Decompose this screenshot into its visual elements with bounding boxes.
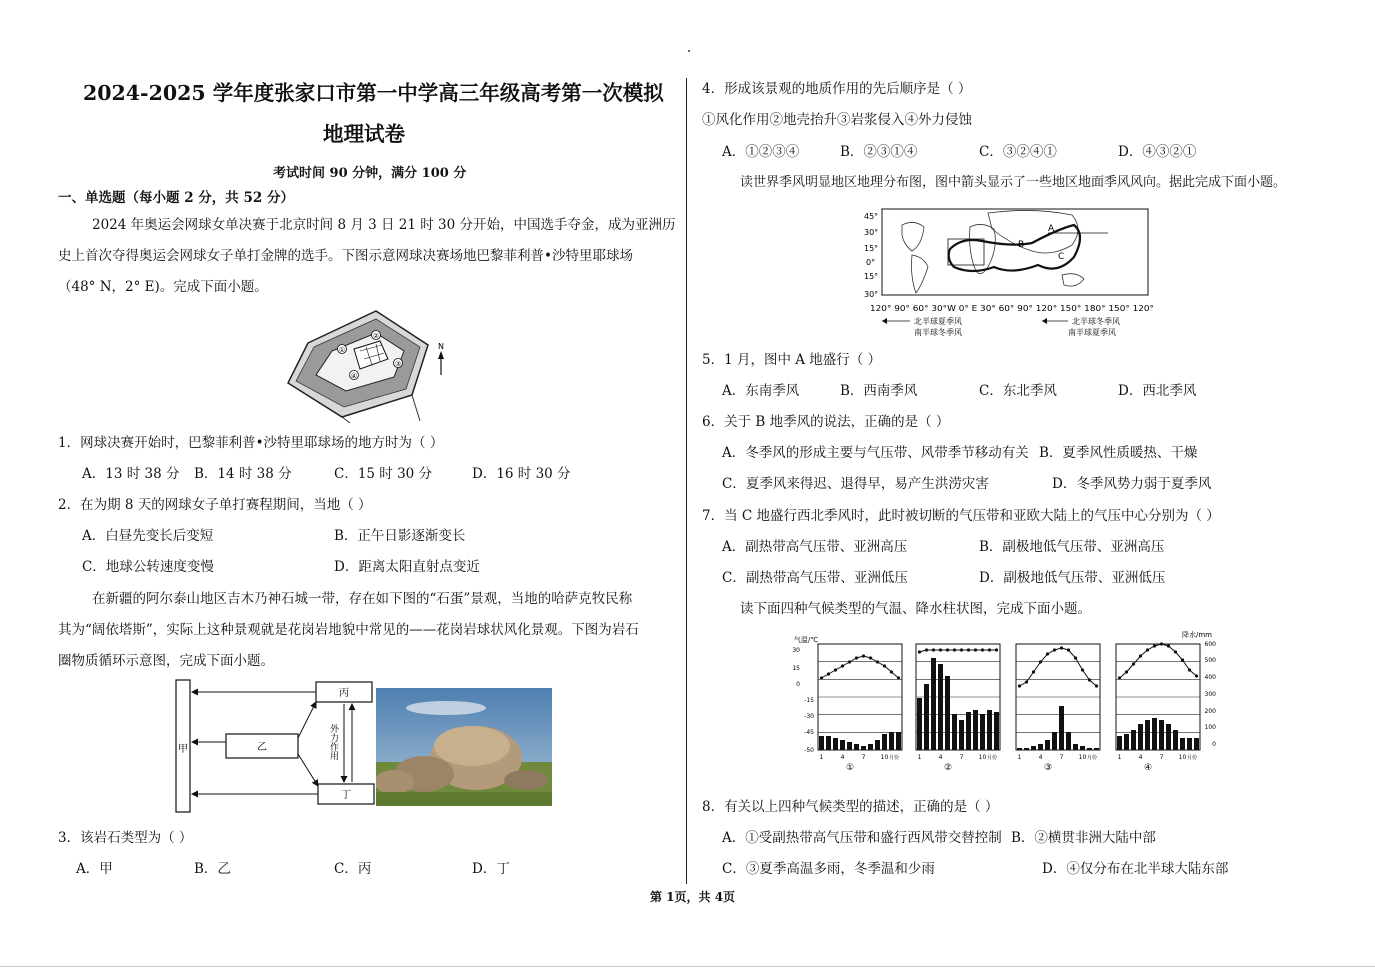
q6-option-c[interactable]: C．夏季风来得迟、退得早，易产生洪涝灾害 <box>722 476 989 492</box>
q4-option-d[interactable]: D．④③②① <box>1118 144 1197 160</box>
climate-bar <box>938 664 943 750</box>
q4-option-b[interactable]: B．②③①④ <box>840 144 918 160</box>
climate-temp-point <box>820 676 823 679</box>
climate-bar <box>896 732 901 750</box>
svg-text:400: 400 <box>1204 674 1216 681</box>
svg-text:100: 100 <box>1204 724 1216 731</box>
legend-1a: 北半球夏季风 <box>914 317 962 326</box>
climate-temp-point <box>1125 670 1128 673</box>
climate-temp-point <box>1132 662 1135 665</box>
climate-temp-point <box>918 650 921 653</box>
q4-option-a[interactable]: A．①②③④ <box>722 144 800 160</box>
climate-bar <box>1024 748 1029 750</box>
climate-bar <box>833 738 838 750</box>
q8-stem: 8．有关以上四种气候类型的描述，正确的是（ ） <box>702 799 999 815</box>
q5-option-c[interactable]: C．东北季风 <box>979 383 1057 399</box>
climate-temp-point <box>1039 660 1042 663</box>
q2-option-d[interactable]: D．距离太阳直射点变近 <box>334 559 480 575</box>
climate-bar <box>1094 748 1099 750</box>
climate-temp-point <box>1139 654 1142 657</box>
climate-bar <box>966 712 971 750</box>
passage1-line2: 史上首次夺得奥运会网球女子单打金牌的选手。下图示意网球决赛场地巴黎菲利普•沙特里耶球场 <box>58 248 633 264</box>
climate-bar <box>1152 718 1157 750</box>
svg-text:丙: 丙 <box>339 688 349 699</box>
climate-temp-point <box>1046 652 1049 655</box>
climate-temp-point <box>1167 644 1170 647</box>
svg-text:0°: 0° <box>866 258 876 267</box>
climate-temp-point <box>1053 648 1056 651</box>
climate-temp-point <box>827 672 830 675</box>
climate-bar <box>1131 730 1136 750</box>
climate-bar <box>1080 746 1085 750</box>
month-tick: 10 <box>978 754 987 761</box>
svg-text:-15: -15 <box>804 697 814 704</box>
climate-bar <box>952 714 957 750</box>
q5-stem: 5．1 月，图中 A 地盛行（ ） <box>702 352 882 368</box>
arrow-label: 外力作用 <box>328 724 338 760</box>
passage3-line1: 读世界季风明显地区地理分布图，图中箭头显示了一些地区地面季风风向。据此完成下面小题。 <box>740 175 1287 190</box>
q2-stem: 2．在为期 8 天的网球女子单打赛程期间，当地（ ） <box>58 497 372 513</box>
svg-text:15: 15 <box>792 665 800 672</box>
climate-temp-point <box>855 656 858 659</box>
month-tick: 4 <box>1138 754 1143 761</box>
svg-text:0: 0 <box>1212 741 1216 748</box>
climate-bar <box>1166 724 1171 750</box>
climate-bar <box>924 684 929 750</box>
climate-temp-point <box>1095 684 1098 687</box>
top-dot <box>688 50 690 52</box>
q1-stem: 1．网球决赛开始时，巴黎菲利普•沙特里耶球场的地方时为（ ） <box>58 435 444 451</box>
climate-bar <box>1017 748 1022 750</box>
climate-temp-point <box>869 656 872 659</box>
climate-bar <box>917 698 922 750</box>
passage2-line2: 其为“阔依塔斯”，实际上这种景观就是花岗岩地貌中常见的——花岗岩球状风化景观。下图为岩石 <box>58 622 639 638</box>
column-divider <box>686 78 687 884</box>
svg-text:乙: 乙 <box>257 742 267 753</box>
q1-option-d[interactable]: D．16 时 30 分 <box>472 466 571 482</box>
climate-bar <box>1045 740 1050 750</box>
climate-bar <box>889 732 894 750</box>
climate-bar <box>826 736 831 750</box>
stadium-label-3: ③ <box>394 360 402 368</box>
svg-text:500: 500 <box>1204 657 1216 664</box>
stadium-label-1: ① <box>338 346 346 354</box>
climate-bar <box>1073 744 1078 750</box>
climate-bar <box>1117 736 1122 750</box>
month-tick: 7 <box>861 754 866 761</box>
q2-option-b[interactable]: B．正午日影逐渐变长 <box>334 528 466 544</box>
climate-temp-point <box>1074 656 1077 659</box>
climate-temp-point <box>995 648 998 651</box>
passage1-line1: 2024 年奥运会网球女单决赛于北京时间 8 月 3 日 21 时 30 分开始，中国选手夺金，成为亚洲历 <box>92 217 676 233</box>
region-b-label: B <box>1018 240 1025 250</box>
svg-text:200: 200 <box>1204 708 1216 715</box>
page-number: 第 1页，共 4页 <box>650 890 736 904</box>
climate-temp-point <box>1153 644 1156 647</box>
svg-text:丁: 丁 <box>341 790 351 801</box>
climate-temp-point <box>834 668 837 671</box>
svg-text:甲: 甲 <box>178 744 188 755</box>
q7-option-b[interactable]: B．副极地低气压带、亚洲高压 <box>979 539 1165 555</box>
q7-option-d[interactable]: D．副极地低气压带、亚洲低压 <box>979 570 1166 586</box>
climate-bar <box>819 736 824 750</box>
climate-bar <box>840 740 845 750</box>
q2-option-c[interactable]: C．地球公转速度变慢 <box>82 559 214 575</box>
climate-bar <box>1145 720 1150 750</box>
climate-bar <box>882 734 887 750</box>
month-tick: 1 <box>917 754 922 761</box>
climate-temp-point <box>1088 678 1091 681</box>
climate-bar <box>1052 732 1057 750</box>
climate-bar <box>1138 724 1143 750</box>
climate-temp-point <box>960 648 963 651</box>
temp-axis-label: 气温/℃ <box>794 636 819 644</box>
climate-temp-point <box>1118 676 1121 679</box>
climate-temp-point <box>967 648 970 651</box>
section-heading: 一、单选题（每小题 2 分，共 52 分） <box>58 190 294 206</box>
month-tick: 10 <box>1178 754 1187 761</box>
q5-option-a[interactable]: A．东南季风 <box>722 383 800 399</box>
month-unit: 月份 <box>1086 755 1098 761</box>
svg-text:30°: 30° <box>864 228 879 237</box>
q3-option-a[interactable]: A．甲 <box>76 861 113 877</box>
climate-temp-point <box>1160 642 1163 645</box>
q4-stem: 4．形成该景观的地质作用的先后顺序是（ ） <box>702 81 972 97</box>
month-tick: 7 <box>1159 754 1164 761</box>
rock-cycle-diagram <box>170 676 380 816</box>
q1-option-c[interactable]: C．15 时 30 分 <box>334 466 433 482</box>
month-tick: 10 <box>1078 754 1087 761</box>
svg-text:15°: 15° <box>864 244 879 253</box>
climate-temp-point <box>1025 680 1028 683</box>
north-label: N <box>438 342 444 351</box>
climate-charts <box>790 628 1222 778</box>
climate-temp-point <box>876 660 879 663</box>
climate-bar <box>945 676 950 750</box>
page-title: 2024-2025 学年度张家口市第一中学高三年级高考第一次模拟 <box>83 81 664 105</box>
region-a-label: A <box>1048 224 1055 234</box>
monsoon-map <box>862 205 1162 341</box>
climate-bar <box>1173 730 1178 750</box>
climate-bar <box>1038 744 1043 750</box>
climate-temp-point <box>1032 670 1035 673</box>
climate-temp-point <box>981 648 984 651</box>
climate-bar <box>980 714 985 750</box>
climate-temp-point <box>946 648 949 651</box>
climate-temp-point <box>883 664 886 667</box>
climate-bar <box>1087 748 1092 750</box>
stadium-figure <box>280 305 450 423</box>
climate-bar <box>959 720 964 750</box>
climate-temp-point <box>1081 668 1084 671</box>
climate-bar <box>1187 738 1192 750</box>
q8-option-c[interactable]: C．③夏季高温多雨，冬季温和少雨 <box>722 861 935 877</box>
climate-temp-point <box>1067 648 1070 651</box>
climate-chart-name-3: ③ <box>1043 763 1053 773</box>
q8-option-b[interactable]: B．②横贯非洲大陆中部 <box>1011 830 1156 846</box>
climate-bar <box>1159 720 1164 750</box>
climate-chart-name-2: ② <box>943 763 953 773</box>
passage4-line1: 读下面四种气候类型的气温、降水柱状图，完成下面小题。 <box>740 601 1091 617</box>
month-tick: 1 <box>1117 754 1122 761</box>
svg-text:30: 30 <box>792 647 800 654</box>
climate-temp-point <box>1174 650 1177 653</box>
longitude-labels: 120° 90° 60° 30°W 0° E 30° 60° 90° 120° 150° 180° 150° 120° <box>870 304 1154 313</box>
month-tick: 7 <box>959 754 964 761</box>
climate-bar <box>1180 738 1185 750</box>
q4-option-c[interactable]: C．③②④① <box>979 144 1057 160</box>
month-tick: 7 <box>1059 754 1064 761</box>
climate-bar <box>931 658 936 750</box>
svg-text:-45: -45 <box>804 729 814 736</box>
climate-bar <box>1059 706 1064 750</box>
legend-2b: 南半球夏季风 <box>1068 328 1116 337</box>
climate-temp-point <box>897 676 900 679</box>
month-tick: 4 <box>1038 754 1043 761</box>
climate-bar <box>994 712 999 750</box>
climate-temp-point <box>953 648 956 651</box>
climate-bar <box>973 710 978 750</box>
granite-photo <box>376 688 552 806</box>
climate-bar <box>868 744 873 750</box>
q7-option-c[interactable]: C．副热带高气压带、亚洲低压 <box>722 570 908 586</box>
q1-option-a[interactable]: A．13 时 38 分 <box>82 466 180 482</box>
exam-info: 考试时间 90 分钟，满分 100 分 <box>273 166 467 181</box>
q6-option-a[interactable]: A．冬季风的形成主要与气压带、风带季节移动有关 <box>722 445 1029 461</box>
svg-text:45°: 45° <box>864 212 879 221</box>
climate-temp-point <box>1195 674 1198 677</box>
stadium-label-2: ② <box>372 332 380 340</box>
climate-bar <box>875 740 880 750</box>
climate-bar <box>861 746 866 750</box>
month-tick: 1 <box>819 754 824 761</box>
q3-option-c[interactable]: C．丙 <box>334 861 372 877</box>
climate-temp-point <box>939 648 942 651</box>
precip-axis-label: 降水/mm <box>1182 631 1212 639</box>
climate-bar <box>1194 738 1199 750</box>
climate-chart-name-4: ④ <box>1143 763 1153 773</box>
month-tick: 10 <box>880 754 889 761</box>
climate-temp-point <box>1146 648 1149 651</box>
q3-option-d[interactable]: D．丁 <box>472 861 510 877</box>
page-subtitle: 地理试卷 <box>323 122 405 146</box>
passage2-line1: 在新疆的阿尔泰山地区吉木乃神石城一带，存在如下图的“石蛋”景观，当地的哈萨克牧民称 <box>92 591 633 607</box>
svg-text:300: 300 <box>1204 691 1216 698</box>
climate-bar <box>854 744 859 750</box>
climate-temp-point <box>932 648 935 651</box>
climate-temp-point <box>841 664 844 667</box>
q1-option-b[interactable]: B．14 时 38 分 <box>194 466 292 482</box>
q4-options-line: ①风化作用②地壳抬升③岩浆侵入④外力侵蚀 <box>702 112 972 128</box>
q3-option-b[interactable]: B．乙 <box>194 861 231 877</box>
svg-text:15°: 15° <box>864 272 879 281</box>
q6-option-d[interactable]: D．冬季风势力弱于夏季风 <box>1052 476 1212 492</box>
svg-text:30°: 30° <box>864 290 879 299</box>
legend-1b: 南半球冬季风 <box>914 328 962 337</box>
q5-option-d[interactable]: D．西北季风 <box>1118 383 1197 399</box>
passage1-line3: （48° N，2° E)。完成下面小题。 <box>58 279 268 295</box>
legend-2a: 北半球冬季风 <box>1072 317 1120 326</box>
region-c-label: C <box>1058 252 1065 262</box>
climate-temp-point <box>1188 668 1191 671</box>
month-tick: 4 <box>938 754 943 761</box>
climate-temp-point <box>862 654 865 657</box>
climate-temp-point <box>988 648 991 651</box>
svg-text:-50: -50 <box>804 747 814 754</box>
climate-bar <box>847 742 852 750</box>
month-tick: 4 <box>840 754 845 761</box>
page-bottom-edge <box>0 966 1375 967</box>
svg-text:600: 600 <box>1204 641 1216 648</box>
stadium-label-4: ④ <box>350 372 358 380</box>
passage2-line3: 圈物质循环示意图，完成下面小题。 <box>58 653 274 669</box>
climate-temp-point <box>848 660 851 663</box>
climate-bar <box>987 710 992 750</box>
q8-option-a[interactable]: A．①受副热带高气压带和盛行西风带交替控制 <box>722 830 1002 846</box>
climate-temp-point <box>974 648 977 651</box>
climate-temp-point <box>925 648 928 651</box>
climate-temp-point <box>1060 646 1063 649</box>
svg-text:-30: -30 <box>804 713 814 720</box>
climate-temp-point <box>1018 684 1021 687</box>
climate-bar <box>1031 746 1036 750</box>
q2-option-a[interactable]: A．白昼先变长后变短 <box>82 528 214 544</box>
q8-option-d[interactable]: D．④仅分布在北半球大陆东部 <box>1042 861 1229 877</box>
q7-option-a[interactable]: A．副热带高气压带、亚洲高压 <box>722 539 908 555</box>
climate-temp-point <box>890 670 893 673</box>
climate-chart-name-1: ① <box>845 763 855 773</box>
climate-temp-point <box>1181 658 1184 661</box>
q3-stem: 3．该岩石类型为（ ） <box>58 830 193 846</box>
q6-option-b[interactable]: B．夏季风性质暖热、干燥 <box>1039 445 1198 461</box>
month-unit: 月份 <box>986 755 998 761</box>
climate-bar <box>1124 734 1129 750</box>
q6-stem: 6．关于 B 地季风的说法，正确的是（ ） <box>702 414 950 430</box>
q5-option-b[interactable]: B．西南季风 <box>840 383 918 399</box>
climate-bar <box>1066 732 1071 750</box>
month-unit: 月份 <box>888 755 900 761</box>
month-tick: 1 <box>1017 754 1022 761</box>
q7-stem: 7．当 C 地盛行西北季风时，此时被切断的气压带和亚欧大陆上的气压中心分别为（ ） <box>702 508 1220 524</box>
month-unit: 月份 <box>1186 755 1198 761</box>
svg-text:0: 0 <box>796 681 800 688</box>
